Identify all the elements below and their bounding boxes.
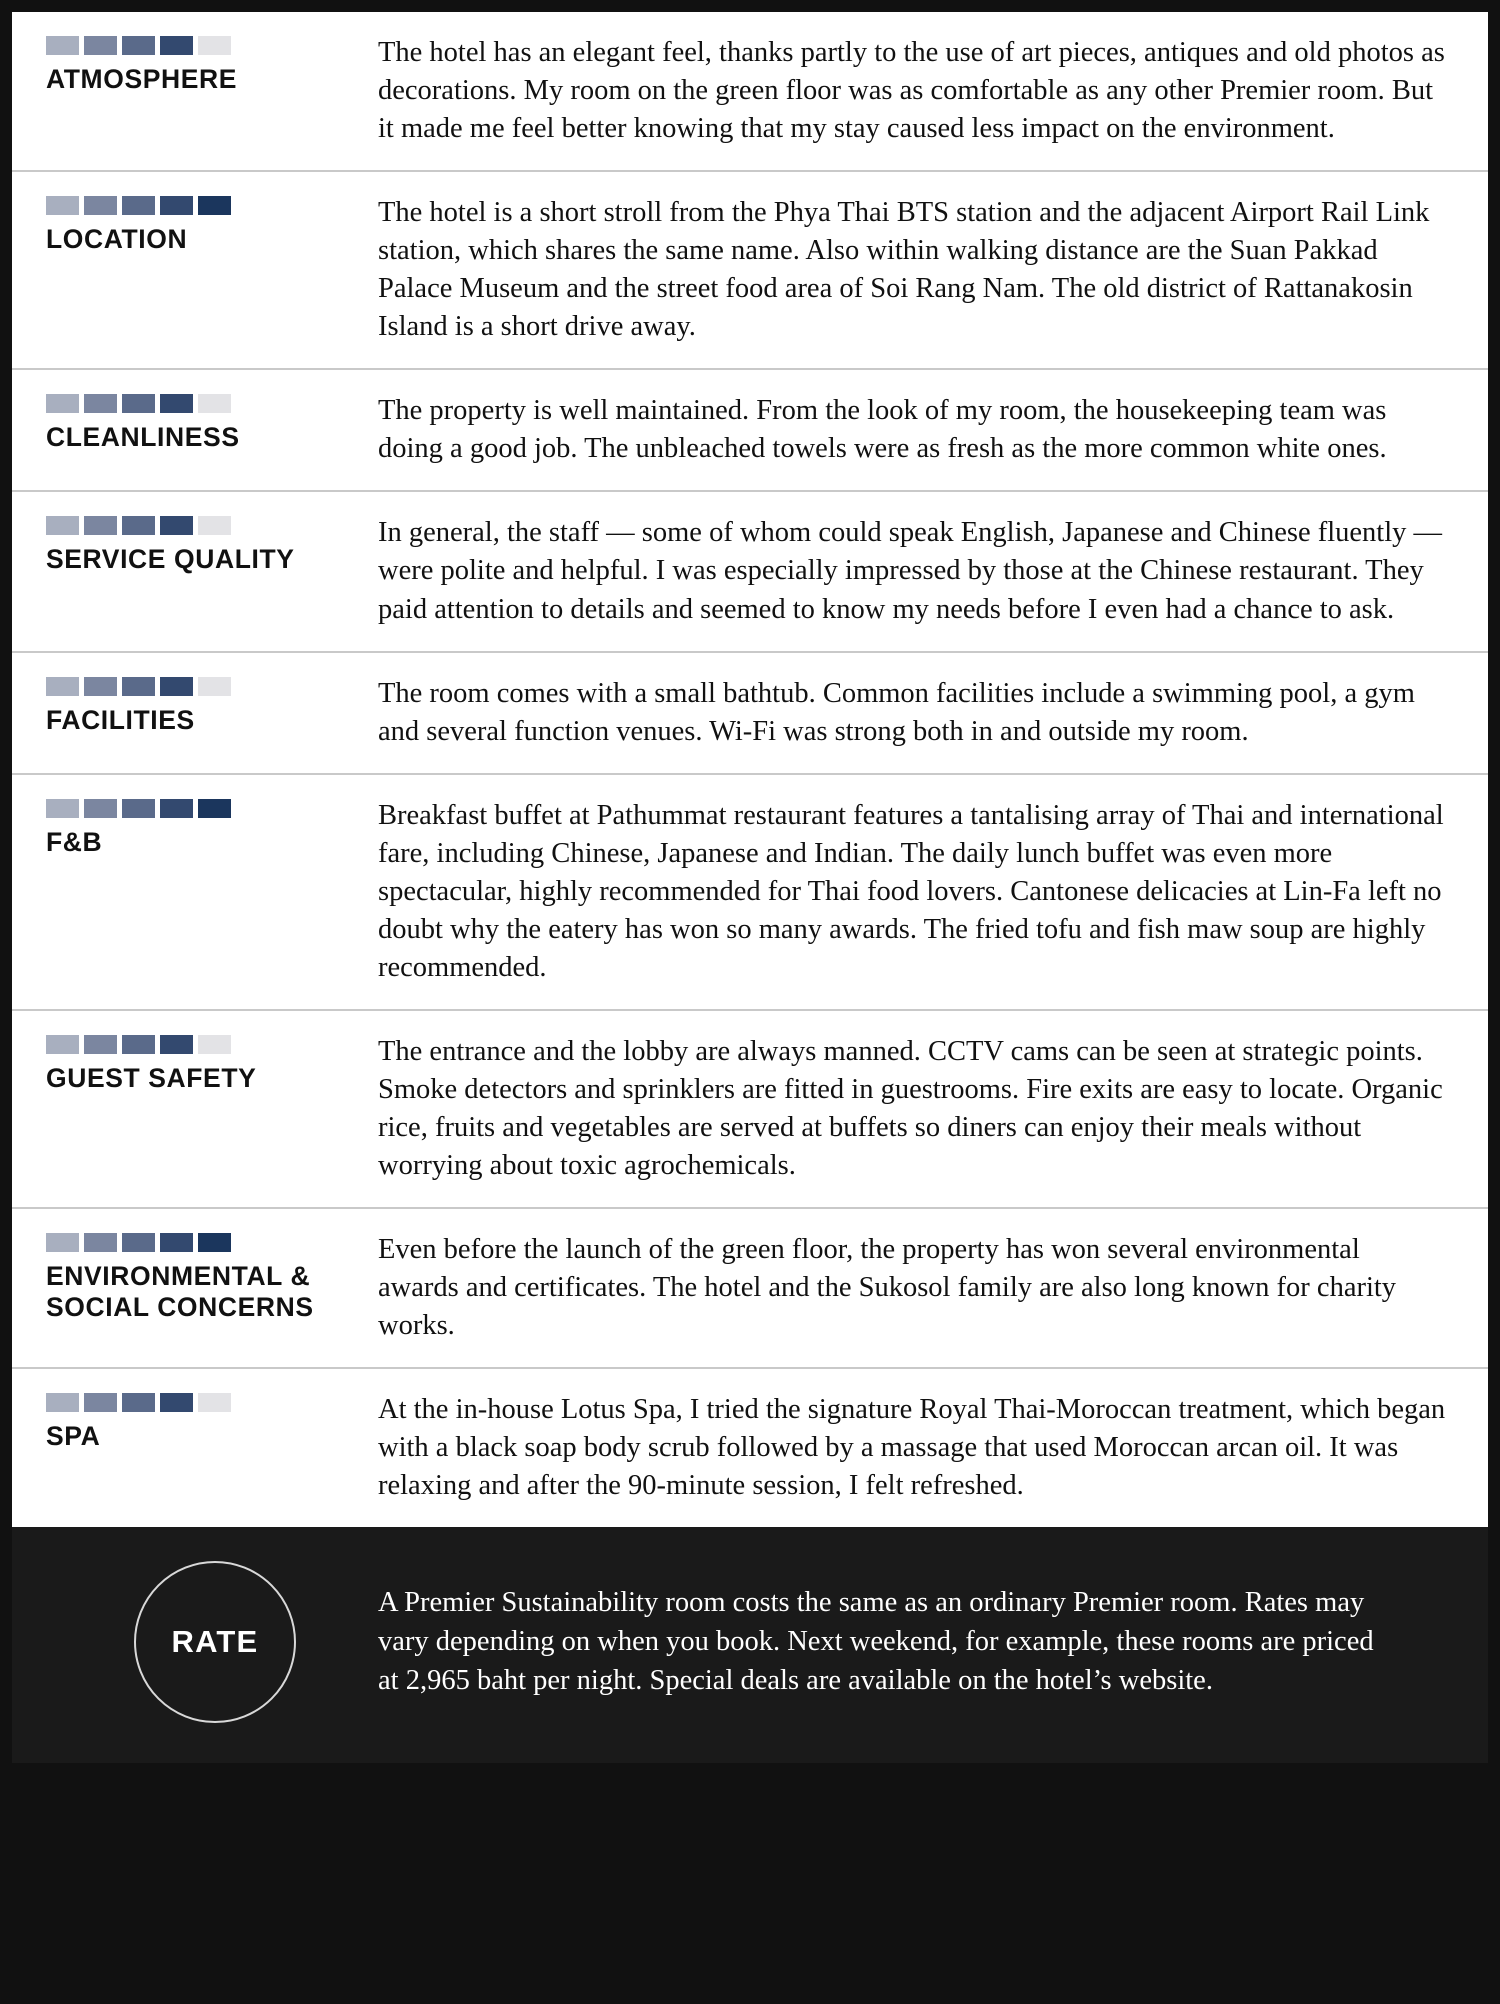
rating-label-column bbox=[12, 34, 378, 95]
rating-bar-filled bbox=[84, 1233, 117, 1252]
rating-bar-filled bbox=[122, 394, 155, 413]
rating-bar-filled bbox=[160, 394, 193, 413]
rating-row bbox=[12, 1011, 1488, 1209]
rating-bar-empty bbox=[198, 1393, 231, 1412]
rating-bar-empty bbox=[198, 394, 231, 413]
rating-category-label: F&B bbox=[46, 826, 103, 857]
rating-label-column bbox=[12, 1033, 378, 1094]
rating-bar-filled bbox=[46, 516, 79, 535]
rating-description: At the in-house Lotus Spa, I tried the signature Royal Thai-Moroccan treatment, which began with a black soap body scrub followed by a massage that used Moroccan arcan oil. It was relaxing and after the 90-minute session, I felt refreshed. bbox=[378, 1394, 1446, 1502]
rating-bar-meter bbox=[46, 677, 368, 696]
rating-row bbox=[12, 1369, 1488, 1527]
rating-bar-filled bbox=[160, 196, 193, 215]
rating-category-label: FACILITIES bbox=[46, 704, 195, 735]
rating-description: The room comes with a small bathtub. Common facilities include a swimming pool, a gym and several function venues. Wi-Fi was strong both in and outside my room. bbox=[378, 677, 1415, 747]
rating-bar-empty bbox=[198, 677, 231, 696]
rating-text-column bbox=[378, 392, 1488, 468]
rating-bar-meter bbox=[46, 1393, 368, 1412]
rating-bar-filled bbox=[46, 196, 79, 215]
rating-bar-filled bbox=[160, 1233, 193, 1252]
rating-bar-empty bbox=[198, 516, 231, 535]
rating-bar-filled bbox=[46, 1233, 79, 1252]
rating-row bbox=[12, 1209, 1488, 1369]
rating-bar-filled bbox=[122, 36, 155, 55]
rating-bar-filled bbox=[122, 516, 155, 535]
rating-row bbox=[12, 12, 1488, 172]
rating-bar-filled bbox=[122, 799, 155, 818]
rating-category-label: LOCATION bbox=[46, 224, 188, 255]
rating-row bbox=[12, 370, 1488, 492]
rating-row bbox=[12, 172, 1488, 370]
rating-bar-filled bbox=[84, 394, 117, 413]
rate-description bbox=[378, 1584, 1448, 1700]
rating-bar-meter bbox=[46, 1035, 368, 1054]
rating-row bbox=[12, 775, 1488, 1011]
rating-text-column bbox=[378, 1231, 1488, 1345]
rating-bar-empty bbox=[198, 36, 231, 55]
rating-description: Even before the launch of the green floor, the property has won several environmental awards and certificates. The hotel and the Sukosol family are also long known for charity works. bbox=[378, 1234, 1397, 1342]
rate-badge bbox=[52, 1561, 378, 1723]
rating-bar-filled bbox=[160, 677, 193, 696]
rating-bar-filled bbox=[84, 1393, 117, 1412]
rating-bar-filled bbox=[46, 1393, 79, 1412]
rating-text-column bbox=[378, 194, 1488, 346]
rating-bar-empty bbox=[198, 1035, 231, 1054]
rating-bar-filled bbox=[84, 799, 117, 818]
rate-panel bbox=[12, 1527, 1488, 1763]
rating-label-column bbox=[12, 797, 378, 858]
rating-bar-filled bbox=[84, 196, 117, 215]
rating-bar-filled bbox=[46, 677, 79, 696]
rating-bar-filled bbox=[84, 36, 117, 55]
rating-bar-filled bbox=[46, 36, 79, 55]
rating-bar-filled bbox=[160, 1393, 193, 1412]
scorecard-body bbox=[12, 12, 1488, 1763]
rating-category-label: SPA bbox=[46, 1421, 101, 1452]
rating-bar-filled bbox=[46, 1035, 79, 1054]
rating-rows bbox=[12, 12, 1488, 1527]
rating-bar-filled bbox=[160, 1035, 193, 1054]
rating-label-column bbox=[12, 1231, 378, 1324]
rating-category-label: GUEST SAFETY bbox=[46, 1062, 257, 1093]
rating-bar-meter bbox=[46, 36, 368, 55]
rating-label-column bbox=[12, 392, 378, 453]
rating-bar-filled bbox=[198, 1233, 231, 1252]
rating-description: Breakfast buffet at Pathummat restaurant features a tantalising array of Thai and international fare, including Chinese, Japanese and Indian. The daily lunch buffet was even more spectacular, highly recommended for Thai food lovers. Cantonese delicacies at Lin-Fa left no doubt why the eatery has won so many awards. The fried tofu and fish maw soup are highly recommended. bbox=[378, 799, 1444, 983]
rating-bar-filled bbox=[160, 516, 193, 535]
rating-label-column bbox=[12, 1391, 378, 1452]
rating-bar-filled bbox=[84, 1035, 117, 1054]
rating-text-column bbox=[378, 34, 1488, 148]
rating-bar-meter bbox=[46, 516, 368, 535]
rating-category-label: CLEANLINESS bbox=[46, 422, 240, 453]
rating-category-label: ATMOSPHERE bbox=[46, 64, 238, 94]
rating-label-column bbox=[12, 514, 378, 575]
rating-bar-meter bbox=[46, 1233, 368, 1252]
rating-text-column bbox=[378, 1033, 1488, 1185]
rating-bar-filled bbox=[198, 196, 231, 215]
rating-text-column bbox=[378, 514, 1488, 628]
rating-bar-filled bbox=[122, 1035, 155, 1054]
rating-category-label: ENVIRONMENTAL & SOCIAL CONCERNS bbox=[46, 1261, 314, 1323]
rating-label-column bbox=[12, 194, 378, 255]
rate-circle bbox=[134, 1561, 296, 1723]
rating-text-column bbox=[378, 1391, 1488, 1505]
rating-bar-filled bbox=[122, 1393, 155, 1412]
rating-bar-filled bbox=[160, 36, 193, 55]
rating-text-column bbox=[378, 675, 1488, 751]
rating-bar-filled bbox=[122, 677, 155, 696]
rating-bar-filled bbox=[122, 196, 155, 215]
rating-description: The hotel has an elegant feel, thanks partly to the use of art pieces, antiques and old photos as decorations. My room on the green floor was as comfortable as any other Premier room. But it made me feel better knowing that my stay caused less impact on the environment. bbox=[378, 37, 1445, 145]
rate-description-text: A Premier Sustainability room costs the same as an ordinary Premier room. Rates may vary depending on when you book. Next weekend, for example, these rooms are priced at 2,965 baht per night. Special deals are available on the hotel’s website. bbox=[378, 1587, 1374, 1696]
rating-description: The entrance and the lobby are always manned. CCTV cams can be seen at strategic points. Smoke detectors and sprinklers are fitted in guestrooms. Fire exits are easy to locate. Organic rice, fruits and vegetables are served at buffets so diners can enjoy their meals without worrying about toxic agrochemicals. bbox=[378, 1035, 1443, 1182]
rating-bar-filled bbox=[46, 799, 79, 818]
rating-text-column bbox=[378, 797, 1488, 987]
rating-description: The hotel is a short stroll from the Phya Thai BTS station and the adjacent Airport Rail Link station, which shares the same name. Also within walking distance are the Suan Pakkad Palace Museum and the street food area of Soi Rang Nam. The old district of Rattanakosin Island is a short drive away. bbox=[378, 197, 1430, 343]
rating-description: In general, the staff — some of whom could speak English, Japanese and Chinese fluently — were polite and helpful. I was especially impressed by those at the Chinese restaurant. They paid attention to details and seemed to know my needs before I even had a chance to ask. bbox=[378, 517, 1443, 625]
rating-row bbox=[12, 492, 1488, 652]
rating-bar-meter bbox=[46, 799, 368, 818]
rating-description: The property is well maintained. From the look of my room, the housekeeping team was doing a good job. The unbleached towels were as fresh as the more common white ones. bbox=[378, 395, 1387, 465]
rating-row bbox=[12, 653, 1488, 775]
rating-bar-filled bbox=[160, 799, 193, 818]
rating-bar-filled bbox=[122, 1233, 155, 1252]
rating-bar-filled bbox=[46, 394, 79, 413]
rating-category-label: SERVICE QUALITY bbox=[46, 544, 295, 575]
rate-badge-label: RATE bbox=[171, 1624, 259, 1660]
rating-bar-filled bbox=[84, 677, 117, 696]
rating-bar-filled bbox=[198, 799, 231, 818]
rating-bar-meter bbox=[46, 394, 368, 413]
rating-bar-meter bbox=[46, 196, 368, 215]
rating-label-column bbox=[12, 675, 378, 736]
rating-bar-filled bbox=[84, 516, 117, 535]
